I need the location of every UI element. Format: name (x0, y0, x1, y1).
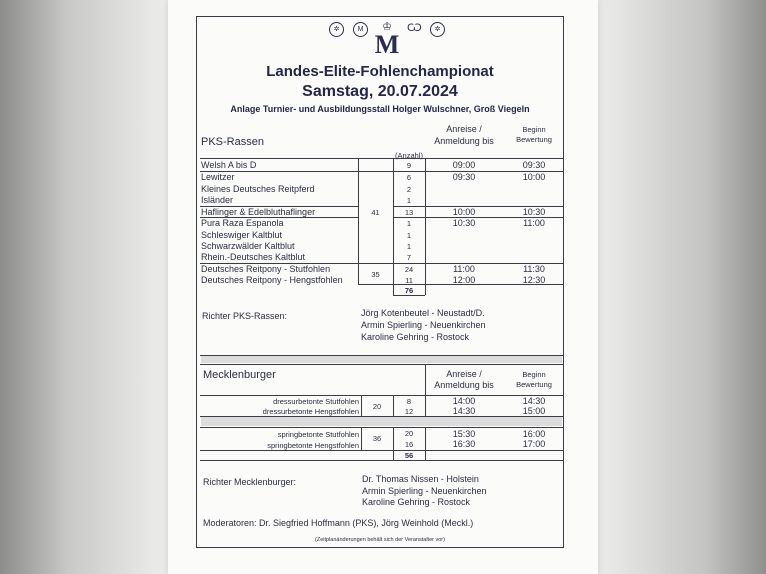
meck-heading: Mecklenburger (203, 369, 276, 381)
table-row-anreise: 10:30 (452, 218, 476, 228)
table-row-name: Schleswiger Kaltblut (201, 230, 283, 240)
horseshoe-icon: Ѡ (407, 22, 422, 34)
table-row-anreise: 14:00 (452, 396, 476, 406)
table-row-count: 12 (404, 407, 414, 416)
pks-judges-label: Richter PKS-Rassen: (202, 311, 288, 321)
meck-col-anmeldung: Anmeldung bis (434, 380, 494, 390)
judge-name: Karoline Gehring - Rostock (361, 332, 470, 342)
crowned-m-logo (374, 22, 400, 58)
group-total: 41 (371, 208, 380, 217)
judge-name: Dr. Thomas Nissen - Holstein (362, 474, 479, 484)
group-total: 36 (372, 434, 382, 443)
table-row-name: springbetonte Stutfohlen (277, 430, 359, 439)
table-row-count: 1 (406, 196, 412, 205)
event-date: Samstag, 20.07.2024 (302, 83, 458, 100)
logo-letter: M (374, 30, 400, 59)
table-row-count: 20 (404, 429, 414, 438)
table-row-name: Haflinger & Edelbluthaflinger (201, 207, 316, 217)
table-row-beginn: 11:30 (523, 264, 545, 274)
crown-icon: ♔ (382, 21, 392, 33)
table-row-count: 2 (406, 185, 412, 194)
judge-name: Armin Spierling - Neuenkirchen (362, 486, 487, 496)
m-emblem-icon: M (353, 22, 368, 37)
table-row-beginn: 11:00 (523, 218, 545, 228)
section-divider (200, 364, 563, 365)
gear-emblem-icon: ✲ (329, 22, 344, 37)
pks-col-bewertung: Bewertung (516, 135, 552, 144)
meck-table-line (200, 450, 563, 451)
table-row-beginn: 17:00 (522, 439, 546, 449)
meck-table-line (200, 460, 563, 461)
table-row-beginn: 12:30 (522, 275, 546, 285)
moderators: Moderatoren: Dr. Siegfried Hoffmann (PKS), Jörg Weinhold (Meckl.) (203, 518, 474, 528)
table-row-anreise: 15:30 (452, 429, 476, 439)
table-row-beginn: 10:30 (522, 207, 546, 217)
meck-grand-total: 56 (404, 451, 414, 460)
table-row-name: Welsh A bis D (201, 160, 257, 170)
table-row-beginn: 14:30 (522, 396, 546, 406)
table-row-count: 16 (404, 440, 414, 449)
table-row-name: Deutsches Reitpony - Stutfohlen (201, 264, 331, 274)
table-row-name: Deutsches Reitpony - Hengstfohlen (201, 275, 343, 285)
table-row-count: 9 (406, 161, 412, 170)
meck-judges-label: Richter Mecklenburger: (203, 477, 297, 487)
table-row-beginn: 15:00 (522, 406, 546, 416)
meck-col-bewertung: Bewertung (516, 380, 552, 389)
table-row-count: 1 (406, 242, 412, 251)
gear-emblem-icon-right: ✲ (430, 22, 445, 37)
table-row-count: 1 (406, 231, 412, 240)
pks-table-top-line (200, 158, 563, 159)
table-row-anreise: 12:00 (452, 275, 476, 285)
table-row-count: 8 (406, 397, 412, 406)
meck-col-anreise: Anreise / (446, 369, 482, 379)
pks-col-line (358, 158, 359, 284)
table-row-name: Pura Raza Espanola (201, 218, 284, 228)
table-row-name: Isländer (201, 195, 234, 205)
table-row-beginn: 16:00 (522, 429, 546, 439)
pks-col-anreise: Anreise / (446, 124, 482, 134)
table-row-count: 7 (406, 253, 412, 262)
judge-name: Jörg Kotenbeutel - Neustadt/D. (361, 308, 485, 318)
table-row-anreise: 09:30 (452, 172, 476, 182)
group-total: 20 (372, 402, 382, 411)
table-row-count: 13 (404, 208, 414, 217)
pks-heading: PKS-Rassen (201, 136, 264, 148)
table-row-count: 11 (405, 276, 413, 285)
meck-col-line (425, 364, 426, 396)
pks-grand-total: 76 (404, 286, 414, 295)
table-row-count: 1 (406, 219, 412, 228)
table-row-name: Rhein.-Deutsches Kaltblut (201, 252, 306, 262)
table-row-anreise: 11:00 (453, 264, 475, 274)
table-row-beginn: 10:00 (522, 172, 546, 182)
table-row-name: Schwarzwälder Kaltblut (201, 241, 295, 251)
venue: Anlage Turnier- und Ausbildungsstall Holger Wulschner, Groß Viegeln (230, 104, 530, 114)
section-gap (201, 356, 562, 363)
table-row-name: Kleines Deutsches Reitpferd (201, 184, 315, 194)
group-gap (201, 417, 562, 426)
meck-table-line (200, 427, 563, 428)
group-total: 35 (371, 270, 380, 279)
table-row-anreise: 09:00 (452, 160, 476, 170)
table-row-anreise: 14:30 (452, 406, 476, 416)
table-row-name: dressurbetonte Hengstfohlen (262, 407, 359, 416)
pks-total-underline (393, 295, 425, 296)
table-row-count: 6 (406, 173, 412, 182)
judge-name: Armin Spierling - Neuenkirchen (361, 320, 486, 330)
table-row-count: 24 (404, 265, 414, 274)
pks-col-anzahl: (Anzahl) (395, 151, 423, 160)
table-row-name: dressurbetonte Stutfohlen (273, 397, 359, 406)
table-row-name: springbetonte Hengstfohlen (267, 441, 359, 450)
meck-col-beginn: Beginn (522, 370, 546, 379)
table-row-anreise: 16:30 (452, 439, 476, 449)
table-row-name: Lewitzer (201, 172, 235, 182)
judge-name: Karoline Gehring - Rostock (362, 497, 471, 507)
table-row-beginn: 09:30 (522, 160, 546, 170)
pks-col-beginn: Beginn (522, 125, 546, 134)
table-row-anreise: 10:00 (452, 207, 476, 217)
footnote: (Zeitplanänderungen behält sich der Veranstalter vor) (315, 537, 445, 543)
pks-col-anmeldung: Anmeldung bis (434, 136, 494, 146)
page-title: Landes-Elite-Fohlenchampionat (266, 63, 494, 80)
